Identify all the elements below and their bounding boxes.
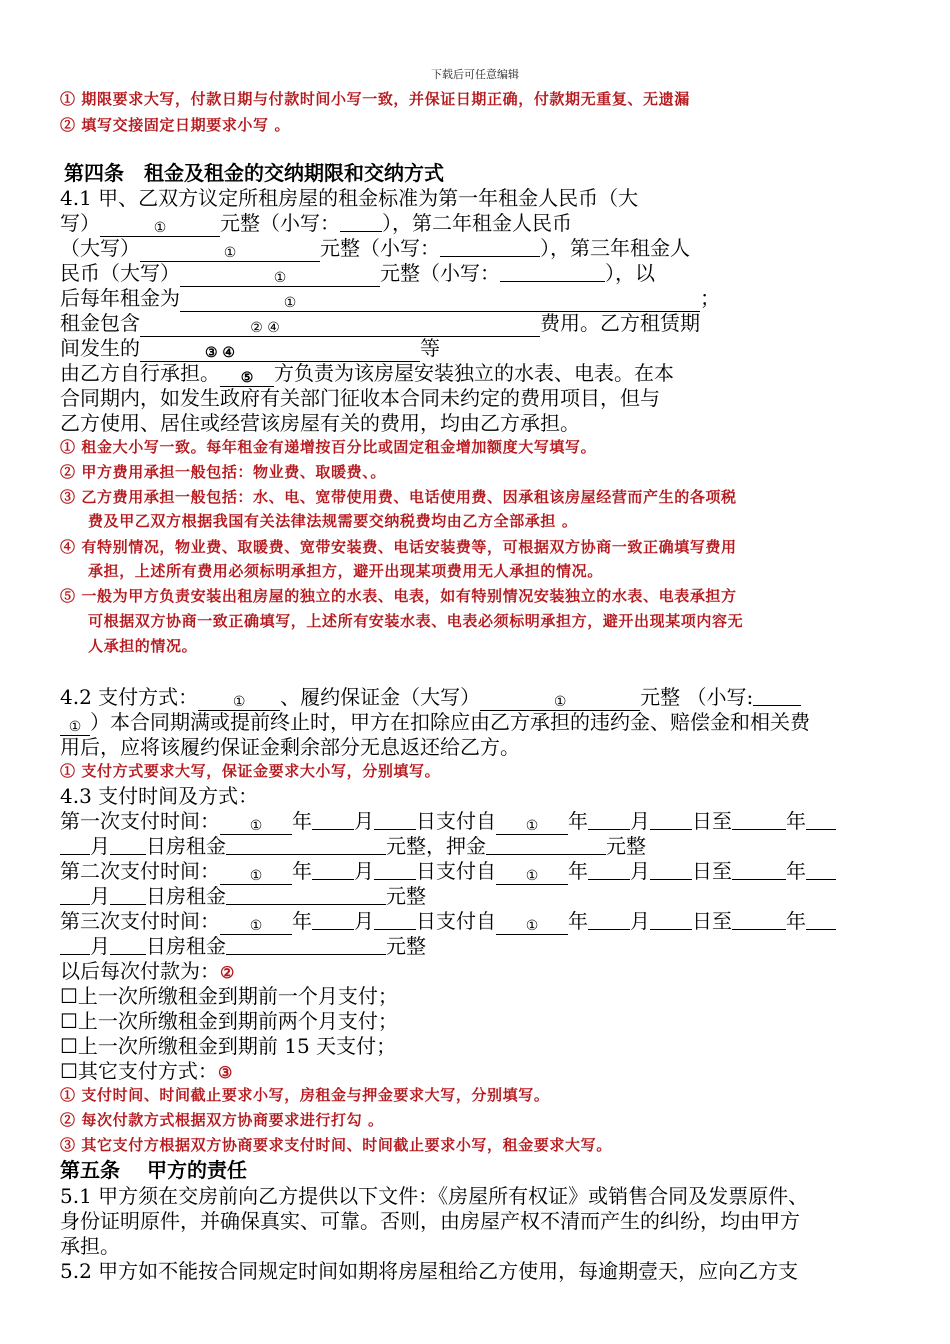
blank-field[interactable] <box>226 835 386 855</box>
blank-field[interactable]: ② ④ <box>140 317 540 337</box>
payment-option-2[interactable]: ☐上一次所缴租金到期前两个月支付； <box>60 1009 398 1033</box>
blank-field[interactable] <box>588 860 630 880</box>
blank-field[interactable] <box>753 686 801 706</box>
payment-option-4[interactable]: ☐其它支付方式：③ <box>60 1059 233 1083</box>
clause-4-1-line: 租金包含 ② ④ 费用。乙方租赁期 <box>60 311 700 336</box>
blank-field[interactable] <box>806 860 836 880</box>
blank-field[interactable] <box>650 860 692 880</box>
blank-field[interactable]: ① <box>140 242 320 262</box>
clause-4-1-line: （大写） ① 元整（小写： ），第三年租金人 <box>60 236 690 261</box>
blank-field[interactable]: ① <box>180 292 700 312</box>
blank-field[interactable] <box>110 935 146 955</box>
clause-4-2-line: ① ）本合同期满或提前终止时，甲方在扣除应由乙方承担的违约金、赔偿金和相关费 <box>60 710 810 736</box>
clause-5-1-line: 承担。 <box>60 1234 120 1258</box>
blank-field[interactable] <box>650 810 692 830</box>
blank-field[interactable]: ③ ④ <box>140 342 420 362</box>
clause-4-1-line: 写） ① 元整（小写： ），第二年租金人民币 <box>60 211 572 236</box>
blank-field[interactable] <box>340 212 382 232</box>
blank-field[interactable] <box>312 860 354 880</box>
blank-field[interactable]: ① <box>496 865 568 885</box>
note-line: 人承担的情况。 <box>88 637 198 655</box>
blank-field[interactable] <box>732 860 786 880</box>
note-line: 可根据双方协商一致正确填写，上述所有安装水表、电表必须标明承担方，避开出现某项内容无 <box>88 612 744 630</box>
note-line: ③ 乙方费用承担一般包括：水、电、宽带使用费、电话使用费、因承租该房屋经营而产生的各项税 <box>60 488 737 506</box>
note-line: ① 支付方式要求大写，保证金要求大小写，分别填写。 <box>60 762 441 780</box>
blank-field[interactable] <box>500 262 605 282</box>
clause-4-1-line: 间发生的 ③ ④ 等 <box>60 336 440 361</box>
blank-field[interactable]: ① <box>496 815 568 835</box>
blank-field[interactable] <box>312 810 354 830</box>
blank-field[interactable]: ① <box>180 267 380 287</box>
note-line: ⑤ 一般为甲方负责安装出租房屋的独立的水表、电表，如有特别情况安装独立的水表、电表承担方 <box>60 587 737 605</box>
note-line: ③ 其它支付方根据双方协商要求支付时间、时间截止要求小写，租金要求大写。 <box>60 1136 612 1154</box>
payment-1-line: 月 日房租金 元整，押金 元整 <box>60 834 646 858</box>
note-line: ② 甲方费用承担一般包括：物业费、取暖费、。 <box>60 463 386 481</box>
blank-field[interactable] <box>60 935 90 955</box>
article-4-title: 第四条 租金及租金的交纳期限和交纳方式 <box>64 161 444 185</box>
payment-2-line: 第二次支付时间： ① 年 月 日支付自 ① 年 月 日至 年 <box>60 859 836 885</box>
blank-field[interactable] <box>588 910 630 930</box>
note-line: 费及甲乙双方根据我国有关法律法规需要交纳税费均由乙方全部承担 。 <box>88 512 578 530</box>
blank-field[interactable] <box>374 860 416 880</box>
clause-5-2-line: 5.2 甲方如不能按合同规定时间如期将房屋租给乙方使用，每逾期壹天，应向乙方支 <box>60 1259 799 1283</box>
clause-4-1-line: 4.1 甲、乙双方议定所租房屋的租金标准为第一年租金人民币（大 <box>60 186 639 210</box>
blank-field[interactable] <box>732 910 786 930</box>
blank-field[interactable] <box>374 810 416 830</box>
note-line: ② 填写交接固定日期要求小写 。 <box>60 116 291 134</box>
blank-field[interactable] <box>486 835 606 855</box>
payment-3-line: 月 日房租金 元整 <box>60 934 426 958</box>
blank-field[interactable] <box>374 910 416 930</box>
blank-field[interactable]: ① <box>100 217 220 237</box>
blank-field[interactable]: ① <box>480 691 640 711</box>
clause-4-1-line: 由乙方自行承担。 ⑤ 方负责为该房屋安装独立的水表、电表。在本 <box>60 361 674 386</box>
blank-field[interactable]: ① <box>220 915 292 935</box>
blank-field[interactable] <box>806 810 836 830</box>
payment-option-1[interactable]: ☐上一次所缴租金到期前一个月支付； <box>60 984 398 1008</box>
blank-field[interactable] <box>60 885 90 905</box>
clause-4-1-line: 乙方使用、居住或经营该房屋有关的费用，均由乙方承担。 <box>60 411 580 435</box>
clause-4-1-line: 合同期内，如发生政府有关部门征收本合同未约定的费用项目，但与 <box>60 386 660 410</box>
blank-field[interactable]: ① <box>198 691 280 711</box>
clause-4-1-line: 后每年租金为 ① ； <box>60 286 720 311</box>
note-line: 承担，上述所有费用必须标明承担方，避开出现某项费用无人承担的情况。 <box>88 562 603 580</box>
clause-5-1-line: 5.1 甲方须在交房前向乙方提供以下文件：《房屋所有权证》或销售合同及发票原件、 <box>60 1184 809 1208</box>
blank-field[interactable] <box>806 910 836 930</box>
blank-field[interactable] <box>440 237 540 257</box>
blank-field[interactable] <box>226 885 386 905</box>
payment-2-line: 月 日房租金 元整 <box>60 884 426 908</box>
later-payment-line: 以后每次付款为：② <box>60 959 235 983</box>
blank-field[interactable] <box>110 835 146 855</box>
clause-4-1-line: 民币（大写） ① 元整（小写： ），以 <box>60 261 655 286</box>
payment-3-line: 第三次支付时间： ① 年 月 日支付自 ① 年 月 日至 年 <box>60 909 836 935</box>
blank-field[interactable] <box>226 935 386 955</box>
marker-3: ③ <box>217 1063 233 1082</box>
blank-field[interactable]: ① <box>220 815 292 835</box>
blank-field[interactable] <box>650 910 692 930</box>
note-line: ① 支付时间、时间截止要求小写，房租金与押金要求大写，分别填写。 <box>60 1086 550 1104</box>
blank-field[interactable]: ⑤ <box>220 367 274 387</box>
blank-field[interactable]: ① <box>220 865 292 885</box>
note-line: ① 租金大小写一致。每年租金有递增按百分比或固定租金增加额度大写填写。 <box>60 438 597 456</box>
blank-field[interactable] <box>732 810 786 830</box>
blank-field[interactable]: ① <box>60 716 90 736</box>
page-header: 下载后可任意编辑 <box>431 68 519 81</box>
article-5-title: 第五条 甲方的责任 <box>60 1158 247 1182</box>
clause-4-2-line: 用后，应将该履约保证金剩余部分无息返还给乙方。 <box>60 735 520 759</box>
note-line: ① 期限要求大写，付款日期与付款时间小写一致，并保证日期正确，付款期无重复、无遗漏 <box>60 90 690 108</box>
clause-4-3-title: 4.3 支付时间及方式： <box>60 784 259 808</box>
marker-2: ② <box>220 963 235 982</box>
blank-field[interactable] <box>588 810 630 830</box>
clause-4-2-line: 4.2 支付方式： ① 、履约保证金（大写） ① 元整 （小写: <box>60 685 801 711</box>
note-line: ④ 有特别情况，物业费、取暖费、宽带安装费、电话安装费等，可根据双方协商一致正确填写费用 <box>60 538 737 556</box>
blank-field[interactable] <box>110 885 146 905</box>
note-line: ② 每次付款方式根据双方协商要求进行打勾 。 <box>60 1111 384 1129</box>
blank-field[interactable] <box>312 910 354 930</box>
payment-1-line: 第一次支付时间： ① 年 月 日支付自 ① 年 月 日至 年 <box>60 809 836 835</box>
clause-5-1-line: 身份证明原件，并确保真实、可靠。否则，由房屋产权不清而产生的纠纷，均由甲方 <box>60 1209 800 1233</box>
payment-option-3[interactable]: ☐上一次所缴租金到期前 15 天支付； <box>60 1034 397 1058</box>
blank-field[interactable] <box>60 835 90 855</box>
blank-field[interactable]: ① <box>496 915 568 935</box>
